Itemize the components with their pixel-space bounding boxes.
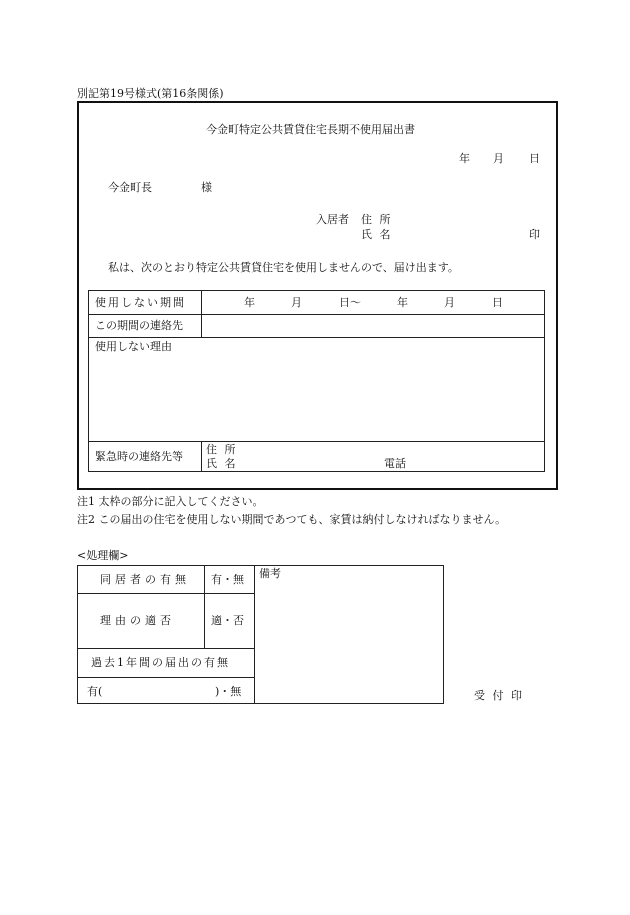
contact-label: この期間の連絡先 [95, 319, 183, 332]
past-notification-label: 過去1年間の届出の有無 [91, 656, 230, 669]
table-rule [77, 593, 254, 594]
period-to-year[interactable]: 年 [397, 296, 408, 309]
cohabitant-label: 同居者の有無 [100, 573, 190, 586]
form-title: 今金町特定公共賃貸住宅長期不使用届出書 [206, 123, 415, 136]
reception-seal-label: 受 付 印 [474, 689, 524, 702]
note-1: 注1 太枠の部分に記入してください。 [77, 495, 264, 508]
table-rule [88, 441, 545, 442]
addressee-name: 今金町長 [108, 181, 152, 194]
date-day[interactable]: 日 [529, 152, 540, 165]
applicant-seal: 印 [529, 228, 540, 241]
processing-heading: <処理欄> [77, 549, 129, 562]
cohabitant-value[interactable]: 有・無 [211, 573, 244, 586]
period-label: 使用しない期間 [95, 296, 186, 309]
table-rule [77, 677, 254, 678]
period-from-day[interactable]: 日〜 [339, 296, 361, 309]
reason-field[interactable] [89, 355, 544, 440]
emergency-phone-label[interactable]: 電話 [384, 457, 406, 470]
emergency-name-label[interactable]: 氏 名 [206, 457, 238, 470]
period-from-month[interactable]: 月 [291, 296, 302, 309]
table-rule [254, 565, 255, 704]
period-from-year[interactable]: 年 [244, 296, 255, 309]
table-rule [204, 565, 205, 648]
reason-suitability-value[interactable]: 適・否 [211, 614, 244, 627]
past-notification-prefix[interactable]: 有( [87, 685, 103, 698]
addressee-suffix: 様 [201, 181, 212, 194]
reason-suitability-label: 理由の適否 [100, 614, 175, 627]
note-2: 注2 この届出の住宅を使用しない期間であつても、家賃は納付しなければなりません。 [77, 513, 507, 526]
applicant-name-label[interactable]: 氏 名 [361, 228, 393, 241]
emergency-contact-label: 緊急時の連絡先等 [95, 450, 183, 463]
remarks-label: 備考 [259, 567, 281, 580]
form-reference-note: 別記第19号様式(第16条関係) [77, 87, 224, 100]
reason-label: 使用しない理由 [95, 340, 172, 353]
applicant-address-label[interactable]: 住 所 [361, 213, 393, 226]
table-rule [77, 648, 254, 649]
statement-text: 私は、次のとおり特定公共賃貸住宅を使用しませんので、届け出ます。 [108, 261, 459, 274]
contact-field[interactable] [202, 315, 544, 336]
emergency-address-label[interactable]: 住 所 [206, 443, 238, 456]
past-notification-suffix[interactable]: )・無 [215, 685, 242, 698]
date-month[interactable]: 月 [493, 152, 504, 165]
date-year[interactable]: 年 [459, 152, 470, 165]
period-to-month[interactable]: 月 [444, 296, 455, 309]
table-rule [201, 441, 202, 472]
applicant-label: 入居者 [316, 213, 349, 226]
period-to-day[interactable]: 日 [492, 296, 503, 309]
table-rule [88, 337, 545, 338]
